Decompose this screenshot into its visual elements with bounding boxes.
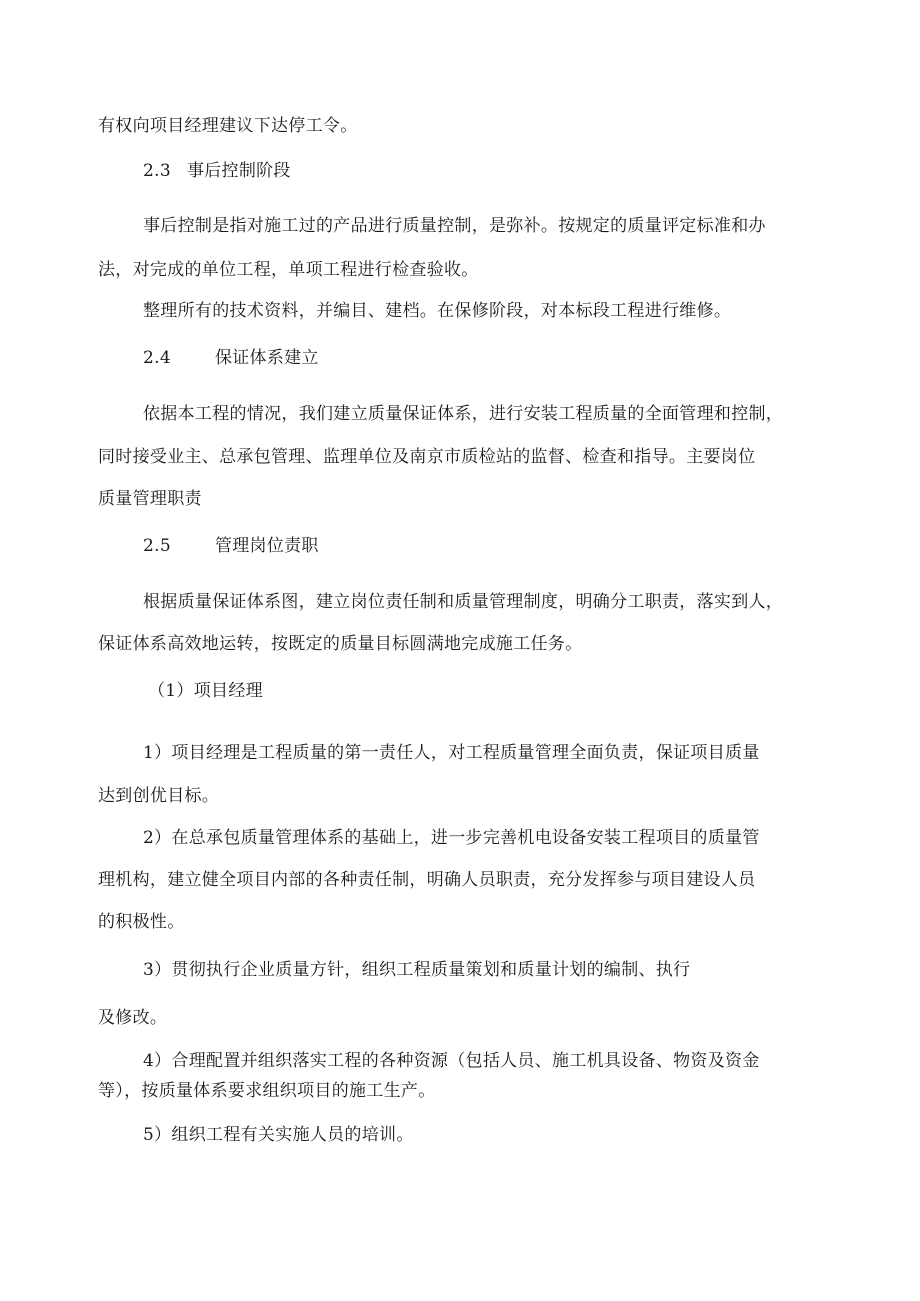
list-item-continuation: 的积极性。 (98, 912, 185, 932)
list-item: 2）在总承包质量管理体系的基础上，进一步完善机电设备安装工程项目的质量管 (143, 828, 760, 848)
paragraph-line: 质量管理职责 (98, 489, 202, 509)
section-number: 2.3 (143, 161, 171, 181)
list-item-continuation: 及修改。 (98, 1008, 168, 1028)
paragraph-line: 依据本工程的情况，我们建立质量保证体系，进行安装工程质量的全面管理和控制， (143, 404, 784, 424)
section-heading-2-3 (143, 160, 291, 182)
list-item-continuation: 等），按质量体系要求组织项目的施工生产。 (98, 1081, 436, 1101)
paragraph-line: 事后控制是指对施工过的产品进行质量控制，是弥补。按规定的质量评定标准和办 (143, 216, 766, 236)
section-title: 管理岗位责职 (214, 536, 319, 556)
list-item-continuation: 达到创优目标。 (98, 786, 220, 806)
list-item: 3）贯彻执行企业质量方针，组织工程质量策划和质量计划的编制、执行 (143, 960, 691, 980)
list-item-continuation: 理机构，建立健全项目内部的各种责任制，明确人员职责，充分发挥参与项目建设人员 (98, 870, 756, 890)
paragraph-line: 保证体系高效地运转，按既定的质量目标圆满地完成施工任务。 (98, 634, 583, 654)
paragraph-line: 整理所有的技术资料，并编目、建档。在保修阶段，对本标段工程进行维修。 (143, 301, 732, 321)
paragraph-line: 法，对完成的单位工程，单项工程进行检查验收。 (98, 260, 479, 280)
paragraph-line: 同时接受业主、总承包管理、监理单位及南京市质检站的监督、检查和指导。主要岗位 (98, 447, 756, 467)
section-number: 2.5 (143, 536, 171, 556)
paragraph-line: 根据质量保证体系图，建立岗位责任制和质量管理制度，明确分工职责，落实到人， (143, 592, 784, 612)
section-heading-2-4 (143, 347, 319, 369)
list-item: 4）合理配置并组织落实工程的各种资源（包括人员、施工机具设备、物资及资金 (143, 1051, 760, 1071)
list-item: 1）项目经理是工程质量的第一责任人，对工程质量管理全面负责，保证项目质量 (143, 743, 760, 763)
paragraph-intro: 有权向项目经理建议下达停工令。 (98, 116, 358, 136)
section-number: 2.4 (143, 348, 171, 368)
section-heading-2-5 (143, 535, 319, 557)
subheading-project-manager: （1）项目经理 (148, 681, 263, 701)
list-item: 5）组织工程有关实施人员的培训。 (143, 1125, 414, 1145)
section-title: 事后控制阶段 (186, 161, 291, 181)
section-title: 保证体系建立 (214, 348, 319, 368)
